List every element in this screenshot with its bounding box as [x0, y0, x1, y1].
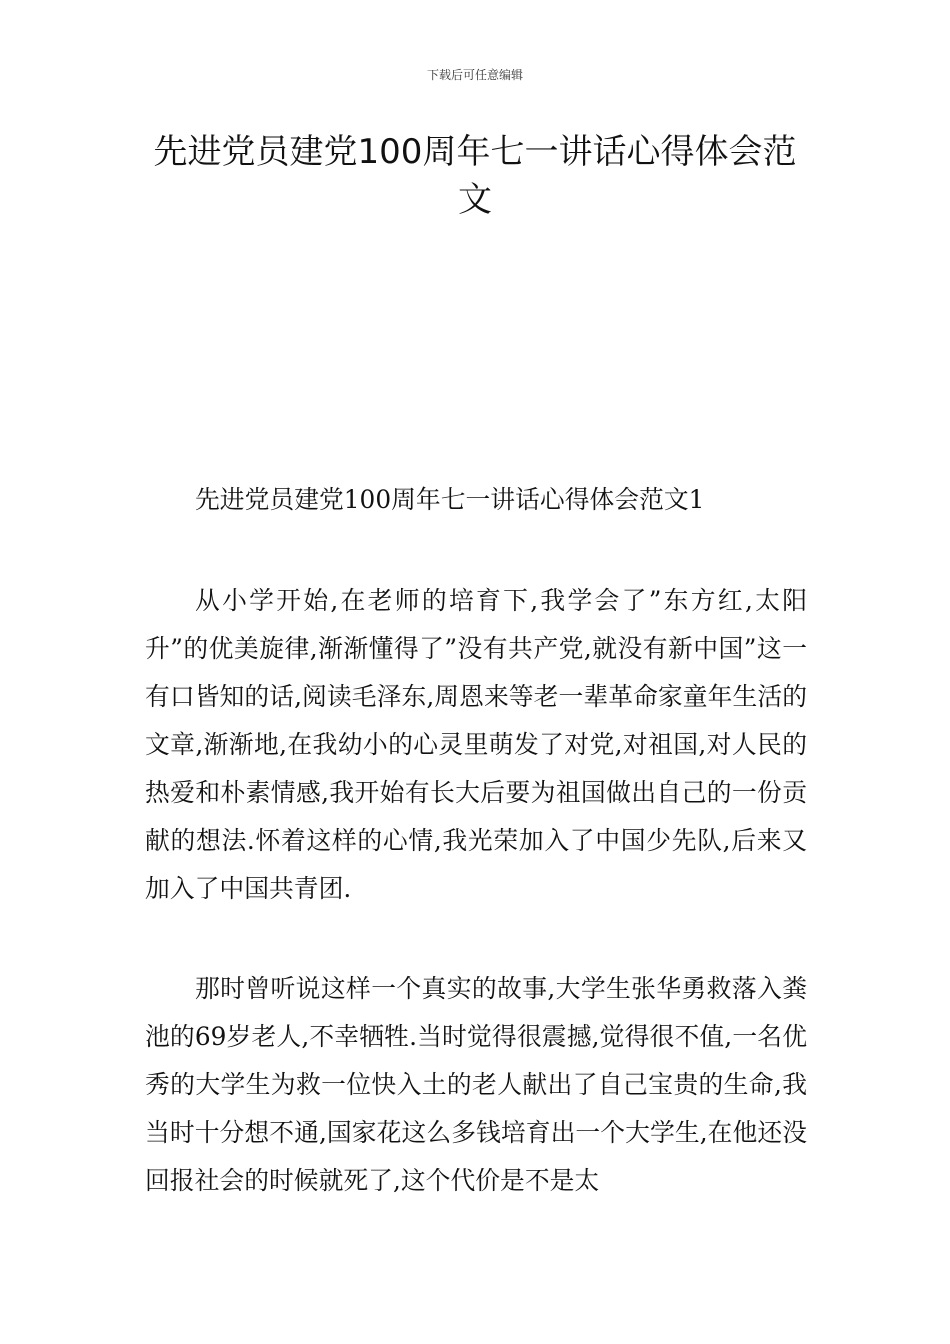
paragraph-1: 从小学开始,在老师的培育下,我学会了”东方红,太阳升”的优美旋律,渐渐懂得了”没有共产党,就没有新中国”这一有口皆知的话,阅读毛泽东,周恩来等老一辈革命家童年生活的文章,渐渐地,在我幼小的心灵里萌发了对党,对祖国,对人民的热爱和朴素情感,我开始有长大后要为祖国做出自己的一份贡献的想法.怀着这样的心情,我光荣加入了中国少先队,后来又加入了中国共青团. [145, 586, 807, 903]
section-heading: 先进党员建党100周年七一讲话心得体会范文1 [195, 485, 705, 514]
paragraph-2: 那时曾听说这样一个真实的故事,大学生张华勇救落入粪池的69岁老人,不幸牺牲.当时觉得很震撼,觉得很不值,一名优秀的大学生为救一位快入土的老人献出了自己宝贵的生命,我当时十分想不通,国家花这么多钱培育出一个大学生,在他还没回报社会的时候就死了,这个代价是不是太 [145, 974, 807, 1195]
header-note: 下载后可任意编辑 [426, 68, 523, 82]
document-title: 先进党员建党100周年七一讲话心得体会范文 [153, 132, 797, 220]
